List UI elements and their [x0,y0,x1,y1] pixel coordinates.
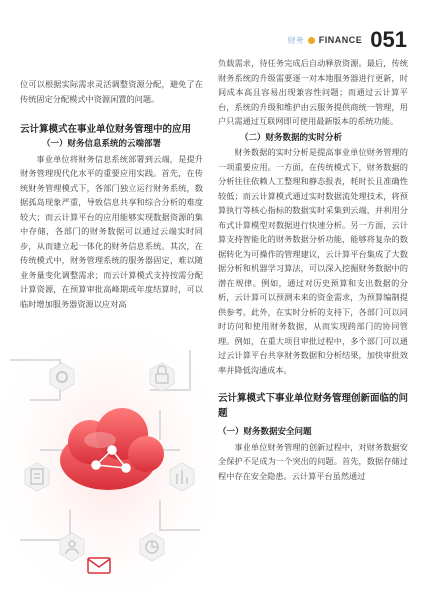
header-section-label: 财务 [287,35,304,45]
section-heading: 云计算模式在事业单位财务管理中的应用 [20,124,192,135]
header-brand: FINANCE [318,35,363,45]
realtime-paragraph: 财务数据的实时分析是提高事业单位财务管理的一项重要应用。一方面，在传统模式下，财务数据的分析往往依赖人工整理和静态报表，耗时长且准确性较低；而云计算模式通过实时数据流处理技术，将预算执行等核心指标的数据实时采集到云端，并利用分布式计算模型对数据进行快速分析。另一方面，云计算支持智能化的财务数据分析功能，能够将复杂的数据转化为可操作的管理建议，云计算平台集成了大数据分析和机器学习算法，可以深入挖掘财务数据中的潜在规律。例如，通过对历史预算和支出数据的分析，云计算可以预测未来的资金需求，为预算编制提供参考。此外，在实时分析的支持下，各部门可以同时访问和使用财务数据，从而实现跨部门的协同管理。例如，在重大项目审批过程中，多个部门可以通过云计算平台共享财务数据和分析结果，加快审批效率并降低沟通成本。 [218,147,408,375]
section-heading-2: 云计算模式下事业单位财务管理创新面临的问题 [218,393,409,419]
subheading-security: （一）财务数据安全问题 [218,427,312,437]
body-paragraph: 事业单位将财务信息系统部署到云端，是提升财务管理现代化水平的重要应用实践。首先，在传统财务管理模式下，各部门独立运行财务系统，数据孤岛现象严重，导致信息共享和综合分析的难度较大；而云计算平台的应用能够实现数据资源的集中存储，各部门的财务数据可以通过云端实时同步，从而建立起一体化的财务信息系统。其次，在传统模式中，财务管理系统的服务器固定，难以随业务量变化调整需求；而云计算模式支持按需分配计算资源，在预算审批高峰期或年度结算时，可以临时增加服务器资源以应对高 [20,153,203,309]
left-column [20,77,203,311]
subheading-cloud-deploy: （一）财务信息系统的云端部署 [42,139,162,149]
page-number: 051 [370,27,407,52]
subheading-realtime: （二）财务数据的实时分析 [240,132,343,143]
page-header [288,28,407,52]
cloud-illustration [0,330,216,590]
security-paragraph: 事业单位财务管理的创新过程中，对财务数据安全保护不足成为一个突出的问题。首先，数据存储过程中存在安全隐患。云计算平台虽然通过 [218,441,408,481]
right-column [218,56,408,483]
mail-icon [88,558,110,573]
right-top-paragraph: 负载需求，待任务完成后自动释放资源。最后，传统财务系统的升级需要逐一对本地服务器进行更新，时间成本高且容易出现兼容性问题；而通过云计算平台，系统的升级和维护由云服务提供商统一管理，用户只需通过互联网即可使用最新版本的系统功能。 [218,58,408,126]
intro-paragraph: 位可以根据实际需求灵活调整资源分配，避免了在传统固定分配模式中资源闲置的问题。 [20,79,203,104]
header-dot-icon [308,37,315,44]
